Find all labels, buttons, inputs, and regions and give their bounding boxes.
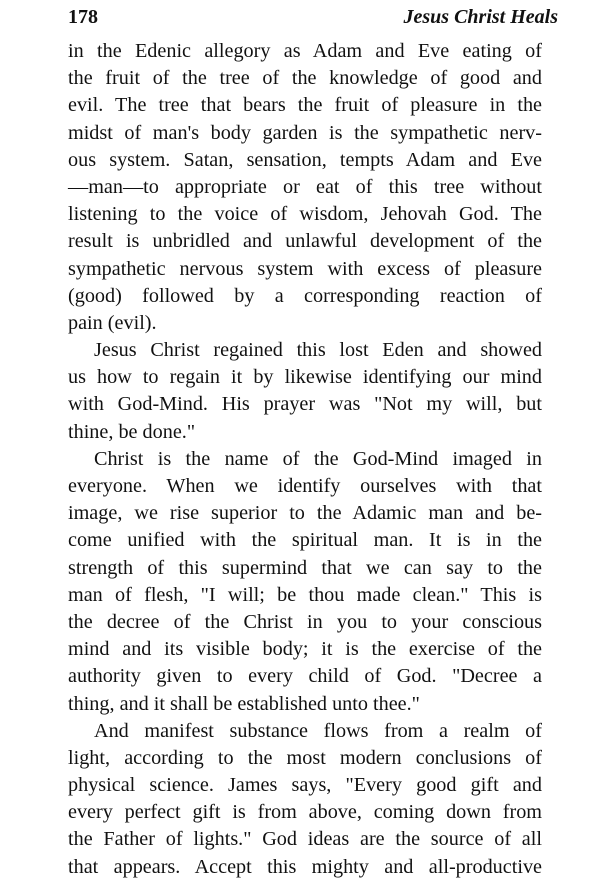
text-line: image, we rise superior to the Adamic man and be- [68,502,542,525]
text-line: Christ is the name of the God-Mind imaged in [94,447,542,470]
text-line: light, according to the most modern conclusions of [68,746,542,769]
body-text [68,38,542,881]
text-line: the fruit of the tree of the knowledge of good and [68,67,542,90]
text-line: —man—to appropriate or eat of this tree without [68,175,542,198]
text-line: the Father of lights." God ideas are the source of all [68,828,542,851]
text-line: ous system. Satan, sensation, tempts Adam and Eve [68,148,542,171]
text-line: evil. The tree that bears the fruit of pleasure in the [68,94,542,117]
text-line: in the Edenic allegory as Adam and Eve eating of [68,40,542,62]
text-line: result is unbridled and unlawful development of the [68,230,542,253]
text-line: everyone. When we identify ourselves with that [68,475,542,497]
text-line: mind and its visible body; it is the exercise of the [68,638,542,661]
text-line: come unified with the spiritual man. It is in the [68,529,542,552]
running-head [68,6,558,30]
text-line: thine, be done." [68,420,196,443]
text-line: Jesus Christ regained this lost Eden and showed [94,339,542,362]
text-line: the decree of the Christ in you to your conscious [68,610,542,633]
text-line: And manifest substance flows from a realm of [94,719,542,742]
text-line: us how to regain it by likewise identifying our mind [68,366,542,389]
text-line: pain (evil). [68,311,157,334]
book-title: Jesus Christ Heals [403,6,558,28]
text-line: every perfect gift is from above, coming down from [68,801,542,824]
page-number: 178 [68,6,98,28]
text-line: listening to the voice of wisdom, Jehovah God. The [68,203,542,226]
text-line: (good) followed by a corresponding reaction of [68,284,542,307]
text-line: with God-Mind. His prayer was "Not my will, but [68,393,542,416]
text-line: thing, and it shall be established unto thee." [68,692,420,715]
text-line: strength of this supermind that we can say to the [68,556,542,579]
text-line: sympathetic nervous system with excess of pleasure [68,257,542,280]
text-line: that appears. Accept this mighty and all-productive [68,855,542,878]
text-line: physical science. James says, "Every good gift and [68,774,542,797]
text-line: midst of man's body garden is the sympathetic nerv- [68,121,542,144]
text-line: authority given to every child of God. "Decree a [68,665,542,688]
text-line: man of flesh, "I will; be thou made clean." This is [68,583,542,606]
